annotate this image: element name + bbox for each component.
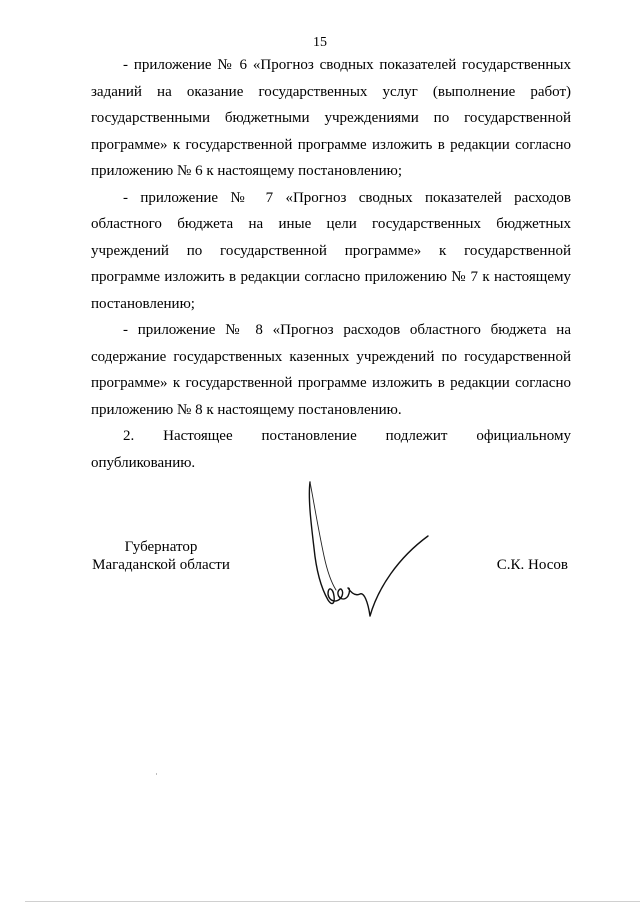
signer-position [91, 538, 231, 574]
signer-position-line1: Губернатор [124, 539, 198, 555]
footer-divider [25, 901, 640, 902]
paragraph-appendix-6: - приложение № 6 «Прогноз сводных показателей государственных заданий на оказание государственных услуг (выполнение работ) государственными бюджетными учреждениями по государственной программе» к государственной программе изложить в редакции согласно приложению № 6 к настоящему постановлению; [91, 57, 571, 179]
page-number: 15 [313, 35, 327, 50]
document-body [91, 52, 571, 476]
paragraph-appendix-8: - приложение № 8 «Прогноз расходов областного бюджета на содержание государственных казенных учреждений по государственной программе» к государственной программе изложить в редакции согласно приложению № 8 к настоящему постановлению. [91, 322, 571, 418]
handwritten-signature [298, 478, 438, 623]
signer-position-line2: Магаданской области [92, 557, 230, 573]
scan-artifact-dot [156, 773, 157, 775]
paragraph-appendix-7: - приложение № 7 «Прогноз сводных показателей расходов областного бюджета на иные цели государственных бюджетных учреждений по государственной программе» к государственной программе изложить в редакции согласно приложению № 7 к настоящему постановлению; [91, 189, 571, 312]
paragraph-publication: 2. Настоящее постановление подлежит официальному опубликованию. [91, 428, 571, 471]
signer-name: С.К. Носов [496, 557, 568, 573]
